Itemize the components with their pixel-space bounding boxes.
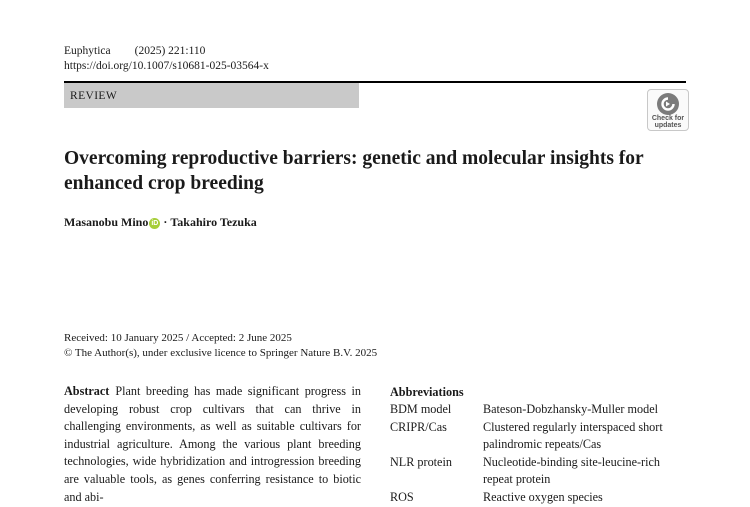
abstract-heading: Abstract	[64, 384, 110, 398]
journal-volume: (2025) 221:110	[134, 45, 206, 57]
article-title: Overcoming reproductive barriers: genetic and molecular insights for enhanced crop breeding	[64, 148, 644, 194]
check-for-updates-label: Check for updates	[651, 115, 685, 129]
abbreviation-term: ROS	[390, 489, 414, 504]
abbreviations-table	[390, 401, 690, 507]
abstract-section	[64, 383, 361, 505]
abbreviation-definition: Clustered regularly interspaced short palindromic repeats/Cas	[483, 419, 663, 452]
author-separator: ·	[163, 215, 168, 229]
abbreviation-term: CRIPR/Cas	[390, 419, 447, 434]
journal-header	[64, 44, 205, 59]
abbreviation-row	[390, 454, 690, 489]
check-for-updates-icon	[657, 93, 679, 115]
abstract-text: Plant breeding has made significant progress in developing robust crop cultivars that can thrive in challenging environments, as well as suitable cultivars for industrial agriculture. Among the various plant breeding technologies, wide hybridization and introgression breeding are valuable tools, as genes conferring resistance to biotic and abi-	[64, 384, 361, 504]
abbreviation-definition: Reactive oxygen species	[483, 489, 603, 504]
author-name[interactable]: Masanobu Mino	[64, 215, 149, 229]
journal-name: Euphytica	[64, 45, 111, 57]
doi-link[interactable]: https://doi.org/10.1007/s10681-025-03564-x	[64, 60, 269, 72]
author-list	[64, 214, 257, 230]
abbreviation-definition: Bateson-Dobzhansky-Muller model	[483, 402, 658, 416]
copyright-notice: © The Author(s), under exclusive licence to Springer Nature B.V. 2025	[64, 347, 378, 359]
abbreviation-row	[390, 401, 690, 419]
article-dates: Received: 10 January 2025 / Accepted: 2 June 2025	[64, 332, 292, 344]
abbreviation-row	[390, 489, 690, 507]
orcid-icon[interactable]: iD	[151, 220, 159, 227]
article-type-label: REVIEW	[70, 90, 118, 102]
check-for-updates-badge[interactable]	[647, 89, 689, 131]
abbreviation-term: NLR protein	[390, 454, 452, 469]
abbreviation-definition: Nucleotide-binding site-leucine-rich repeat protein	[483, 454, 660, 487]
abbreviation-term: BDM model	[390, 402, 452, 416]
abbreviations-heading: Abbreviations	[390, 385, 464, 399]
abbreviation-row	[390, 419, 690, 454]
author-name[interactable]: Takahiro Tezuka	[170, 215, 257, 229]
